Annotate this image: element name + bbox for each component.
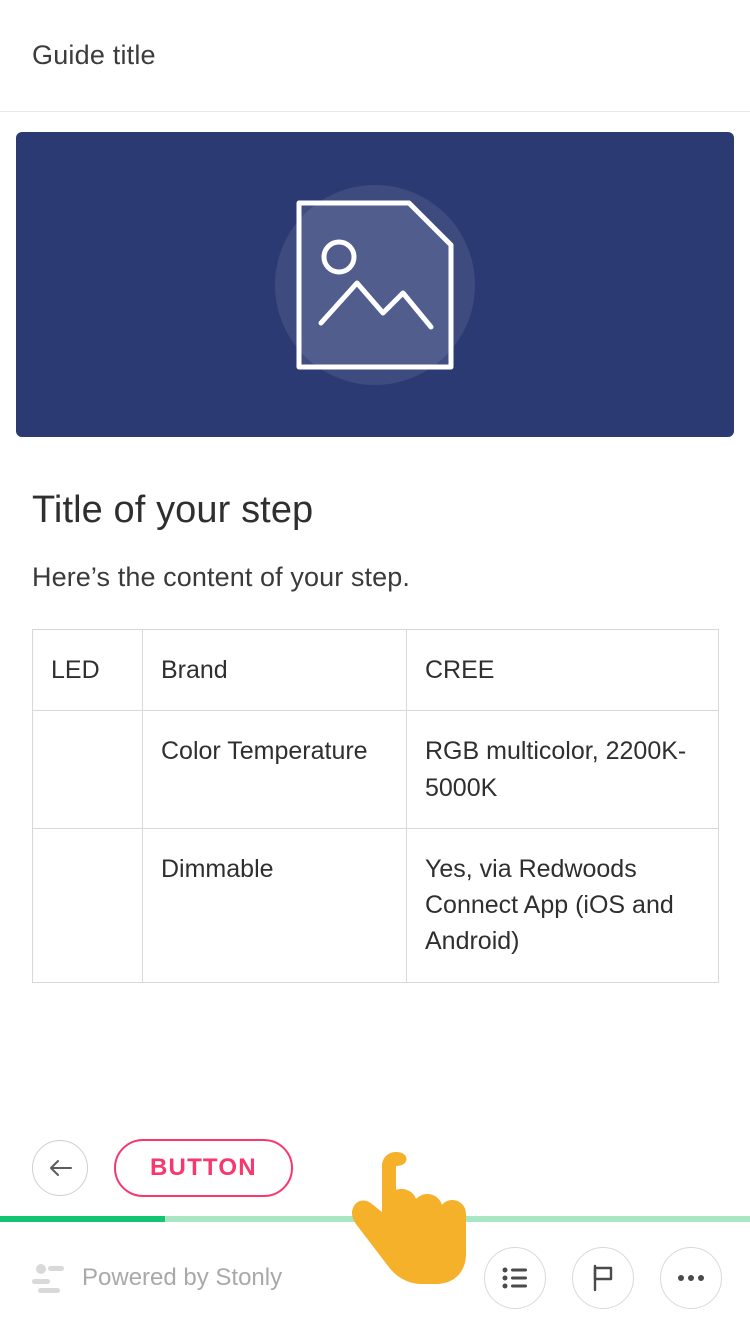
bottom-actions [484, 1247, 722, 1309]
step-title: Title of your step [32, 489, 314, 531]
table-cell-label [33, 828, 143, 982]
flag-icon [590, 1264, 616, 1292]
table-cell-value: RGB multicolor, 2200K-5000K [407, 711, 719, 829]
table-row [33, 828, 719, 982]
cta-button[interactable]: BUTTON [114, 1139, 293, 1197]
table-cell-key: Dimmable [143, 828, 407, 982]
steps-list-button[interactable] [484, 1247, 546, 1309]
table-cell-label: LED [33, 630, 143, 711]
brand-area [28, 1261, 282, 1295]
table-row [33, 711, 719, 829]
table-cell-value: Yes, via Redwoods Connect App (iOS and Android) [407, 828, 719, 982]
stonly-logo-icon [28, 1261, 68, 1295]
more-options-button[interactable] [660, 1247, 722, 1309]
spec-table [32, 629, 719, 983]
step-content: Here’s the content of your step. [32, 562, 410, 592]
steps-list-icon [501, 1266, 529, 1290]
table-cell-value: CREE [407, 630, 719, 711]
image-placeholder-icon [291, 195, 459, 375]
back-button[interactable] [32, 1140, 88, 1196]
media-placeholder[interactable] [16, 132, 734, 437]
table-row [33, 630, 719, 711]
table-cell-key: Brand [143, 630, 407, 711]
page-title: Guide title [32, 40, 156, 70]
navigation-row [0, 1120, 750, 1216]
brand-label: Powered by Stonly [82, 1264, 283, 1291]
table-cell-label [33, 711, 143, 829]
table-cell-key: Color Temperature [143, 711, 407, 829]
header [0, 0, 750, 112]
arrow-left-icon [47, 1158, 73, 1178]
flag-button[interactable] [572, 1247, 634, 1309]
more-options-icon [676, 1273, 706, 1283]
bottom-bar [0, 1222, 750, 1334]
